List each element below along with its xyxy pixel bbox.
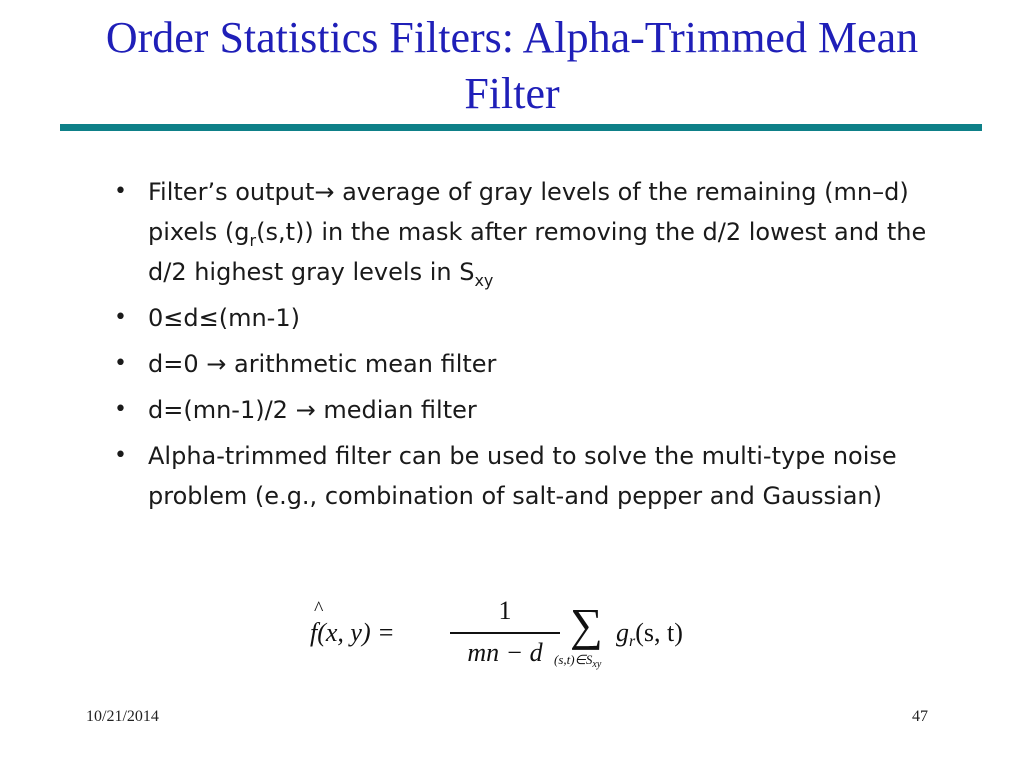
bullet-dot-icon: • [114, 179, 127, 204]
title-divider [60, 124, 982, 131]
fraction-bar [450, 632, 560, 634]
formula-numerator: 1 [498, 596, 512, 625]
bullet-text: d=0 → arithmetic mean filter [148, 350, 497, 378]
summation-subscript-sub: xy [592, 659, 602, 670]
bullet-text: Alpha-trimmed filter can be used to solve the multi-type noise problem (e.g., combination of salt-and pepper and Gaussian) [148, 442, 897, 510]
bullet-item [112, 298, 932, 338]
formula-rhs-tail: (s, t) [635, 618, 683, 647]
slide-title-line-1: Order Statistics Filters: Alpha-Trimmed Mean [105, 13, 919, 62]
bullet-subscript: xy [474, 271, 494, 290]
bullet-item [112, 436, 932, 516]
formula-rhs [616, 618, 683, 648]
formula-lhs [310, 618, 395, 648]
bullet-text: (s,t)) in the mask after removing the d/2 lowest and the d/2 highest gray levels in S [148, 218, 927, 286]
alpha-trimmed-formula [310, 596, 730, 674]
bullet-dot-icon: • [114, 351, 127, 376]
bullet-text: Filter’s output→ average of gray levels of the remaining (mn–d) pixels (g [148, 178, 909, 246]
bullet-dot-icon: • [114, 443, 127, 468]
bullet-text: 0≤d≤(mn-1) [148, 304, 300, 332]
slide-title [20, 10, 1004, 122]
page-number: 47 [912, 708, 928, 725]
bullet-dot-icon: • [114, 397, 127, 422]
slide-title-line-2: Filter [464, 69, 560, 118]
bullet-text: d=(mn-1)/2 → median filter [148, 396, 477, 424]
formula-denominator: mn − d [467, 638, 543, 667]
bullet-dot-icon: • [114, 305, 127, 330]
formula-rhs-sub: r [629, 633, 636, 650]
bullet-list [112, 172, 932, 522]
formula-fraction [450, 596, 560, 668]
formula-lhs-text: ^ f(x, y) = [310, 618, 395, 648]
formula-rhs-g: g [616, 618, 629, 647]
bullet-item [112, 172, 932, 292]
bullet-item [112, 344, 932, 384]
summation-sigma-icon: ∑ [570, 599, 603, 650]
footer-date: 10/21/2014 [86, 708, 159, 725]
summation-subscript [554, 652, 601, 668]
bullet-subscript: r [249, 231, 257, 250]
bullet-item [112, 390, 932, 430]
summation-subscript-text: (s,t)∈S [554, 652, 593, 667]
